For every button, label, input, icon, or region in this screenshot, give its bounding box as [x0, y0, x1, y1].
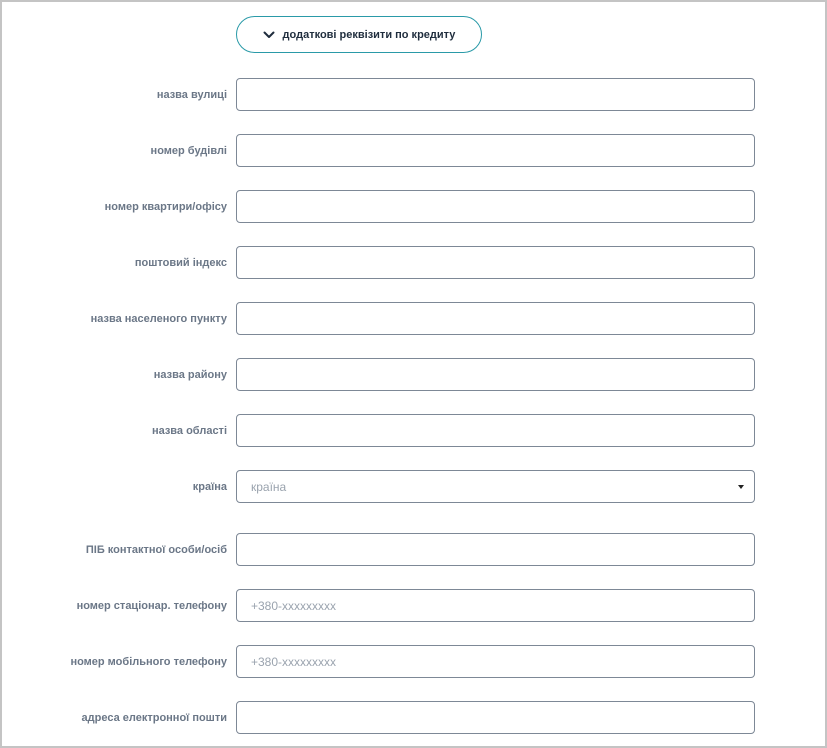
landline-phone-label: номер стаціонар. телефону — [76, 600, 227, 612]
apartment-office-label: номер квартири/офісу — [104, 201, 227, 213]
building-number-row — [0, 134, 760, 168]
mobile-phone-row — [0, 645, 760, 679]
district-input[interactable] — [236, 358, 755, 391]
region-row — [0, 414, 760, 448]
postal-code-input[interactable] — [236, 246, 755, 279]
mobile-phone-input[interactable] — [236, 645, 755, 678]
apartment-office-input[interactable] — [236, 190, 755, 223]
contact-person-input[interactable] — [236, 533, 755, 566]
additional-credit-details-toggle[interactable] — [236, 16, 482, 53]
country-label: країна — [192, 481, 227, 493]
contact-person-row — [0, 533, 760, 567]
street-name-row — [0, 78, 760, 112]
country-row — [0, 470, 760, 504]
district-row — [0, 358, 760, 392]
postal-code-row — [0, 246, 760, 280]
email-row — [0, 701, 760, 735]
landline-phone-row — [0, 589, 760, 623]
caret-down-icon — [738, 485, 744, 489]
locality-input[interactable] — [236, 302, 755, 335]
region-label: назва області — [151, 425, 227, 437]
contact-person-label: ПІБ контактної особи/осіб — [85, 544, 227, 556]
country-select[interactable] — [236, 470, 755, 503]
locality-row — [0, 302, 760, 336]
chevron-down-icon — [263, 29, 275, 41]
building-number-label: номер будівлі — [150, 145, 227, 157]
locality-label: назва населеного пункту — [90, 313, 227, 325]
email-input[interactable] — [236, 701, 755, 734]
postal-code-label: поштовий індекс — [134, 257, 227, 269]
district-label: назва району — [153, 369, 227, 381]
building-number-input[interactable] — [236, 134, 755, 167]
email-label: адреса електронної пошти — [81, 712, 227, 724]
toggle-label: додаткові реквізити по кредиту — [282, 28, 456, 41]
street-name-input[interactable] — [236, 78, 755, 111]
country-selected-value: країна — [251, 479, 287, 494]
region-input[interactable] — [236, 414, 755, 447]
apartment-office-row — [0, 190, 760, 224]
street-name-label: назва вулиці — [156, 89, 227, 101]
mobile-phone-label: номер мобільного телефону — [70, 656, 227, 668]
landline-phone-input[interactable] — [236, 589, 755, 622]
